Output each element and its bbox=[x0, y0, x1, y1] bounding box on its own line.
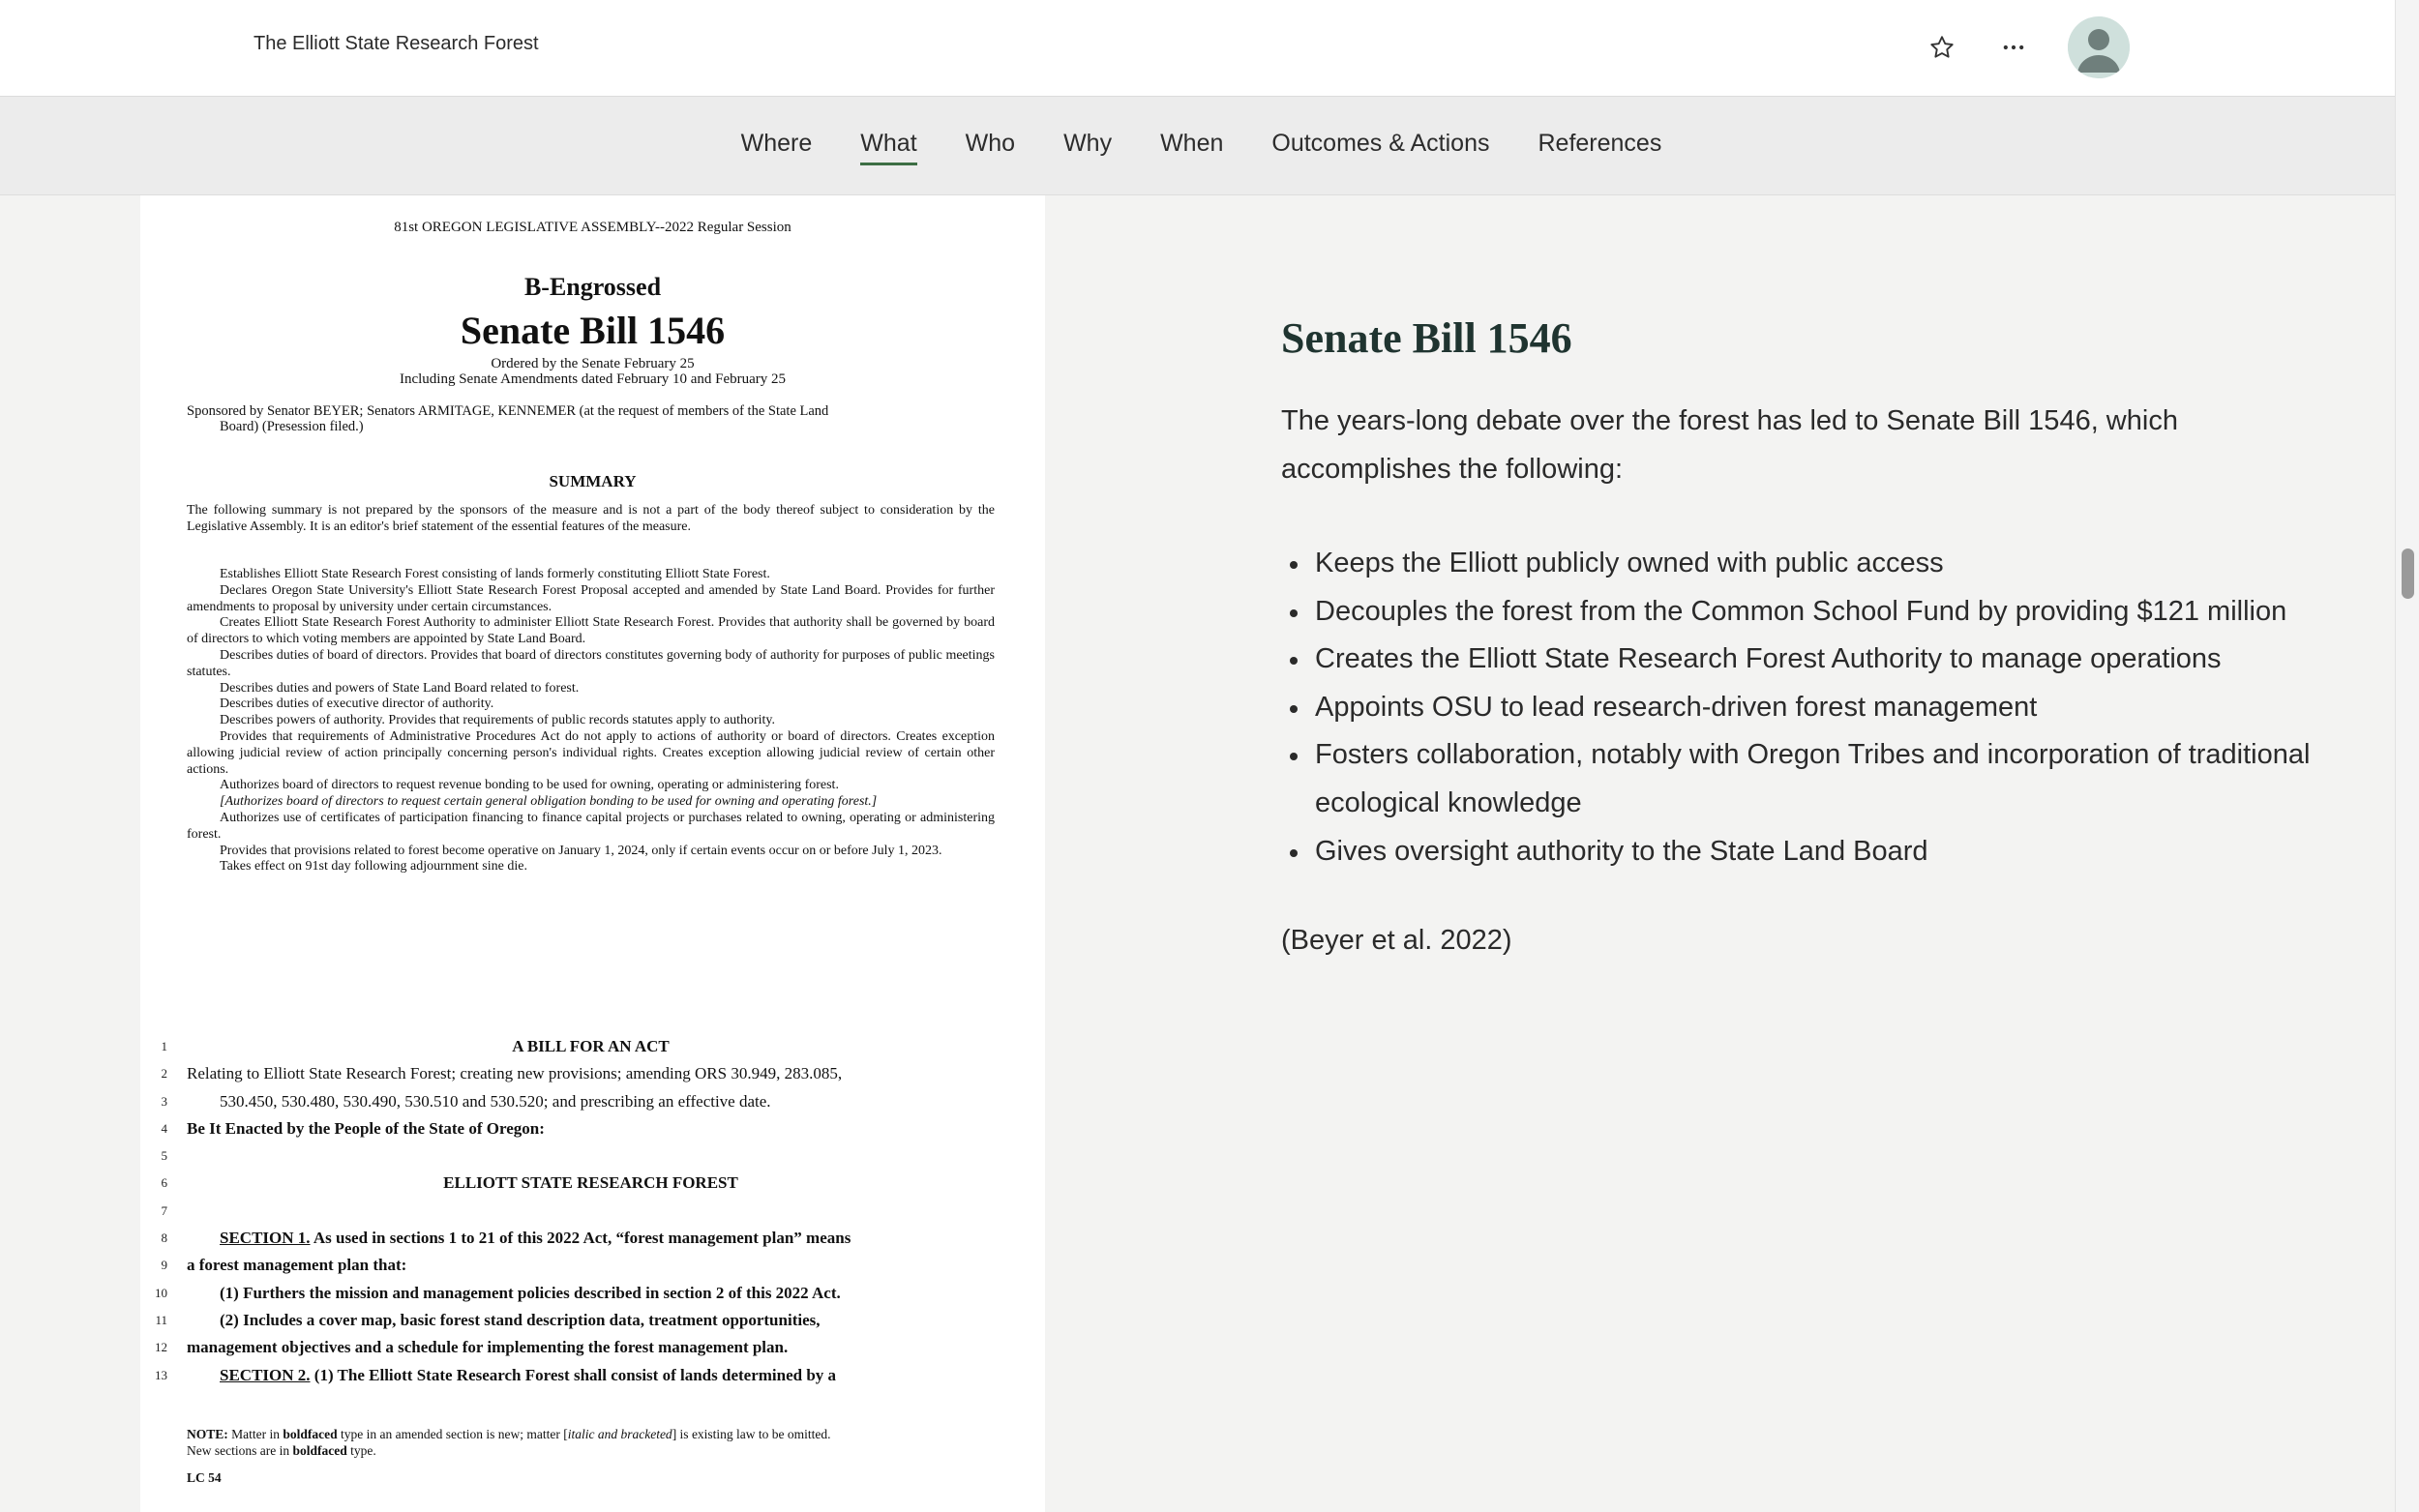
list-item: Decouples the forest from the Common School Fund by providing $121 million bbox=[1281, 588, 2365, 637]
summary-item: Authorizes board of directors to request revenue bonding to be used for owning, operating or administering forest. bbox=[220, 778, 839, 793]
line-number: 9 bbox=[161, 1258, 167, 1273]
line-number: 4 bbox=[161, 1120, 167, 1136]
note-text-d: New sections are in bbox=[187, 1443, 293, 1458]
line-text: a forest management plan that: bbox=[187, 1256, 407, 1275]
scrollbar-thumb[interactable] bbox=[2402, 548, 2414, 599]
section-text: As used in sections 1 to 21 of this 2022 Act, “forest management plan” means bbox=[310, 1229, 851, 1248]
citation: (Beyer et al. 2022) bbox=[1281, 925, 1512, 956]
list-item: Creates the Elliott State Research Forest Authority to manage operations bbox=[1281, 636, 2365, 684]
section-label: SECTION 1. bbox=[220, 1229, 311, 1248]
nav-when[interactable]: When bbox=[1160, 130, 1224, 157]
doc-ordered: Ordered by the Senate February 25 bbox=[491, 356, 695, 371]
doc-line bbox=[140, 1115, 1045, 1142]
top-header bbox=[0, 0, 2395, 97]
doc-engrossed: B-Engrossed bbox=[523, 273, 662, 301]
note-italic: italic and bracketed bbox=[567, 1427, 672, 1441]
summary-item: Provides that provisions related to forest become operative on January 1, 2024, only if certain events occur on or before July 1, 2023. bbox=[220, 843, 942, 858]
summary-item: [Authorizes board of directors to request certain general obligation bonding to be used for owning and operating forest.] bbox=[220, 794, 878, 810]
page-scrollbar[interactable] bbox=[2395, 0, 2419, 1512]
line-text: (2) Includes a cover map, basic forest stand description data, treatment opportunities, bbox=[220, 1310, 821, 1329]
summary-item: Declares Oregon State University's Elliott State Research Forest Proposal accepted and amended by State Land Board. Provides for further amendments to proposal by university under certain circumstances. bbox=[187, 582, 995, 614]
doc-line bbox=[140, 1060, 1045, 1087]
note-text-c: ] is existing law to be omitted. bbox=[672, 1427, 831, 1441]
list-item: Gives oversight authority to the State Land Board bbox=[1281, 828, 2365, 876]
nav-outcomes-actions[interactable]: Outcomes & Actions bbox=[1271, 130, 1490, 157]
line-text bbox=[187, 1362, 995, 1389]
line-number: 12 bbox=[155, 1340, 167, 1355]
doc-summary-heading: SUMMARY bbox=[549, 472, 637, 490]
content-title: Senate Bill 1546 bbox=[1281, 314, 1572, 362]
nav-references[interactable]: References bbox=[1538, 130, 1662, 157]
star-icon bbox=[1928, 34, 1956, 61]
summary-item: Takes effect on 91st day following adjournment sine die. bbox=[220, 859, 527, 875]
doc-bill-title: Senate Bill 1546 bbox=[460, 309, 726, 352]
nav-who[interactable]: Who bbox=[965, 130, 1016, 157]
line-number: 10 bbox=[155, 1285, 167, 1300]
note-label: NOTE: bbox=[187, 1427, 228, 1441]
summary-item: Describes duties of board of directors. Provides that board of directors constitutes governing body of authority for purposes of public meetings statutes. bbox=[187, 647, 995, 679]
doc-lc-number: LC 54 bbox=[187, 1470, 222, 1485]
doc-line bbox=[140, 1088, 1045, 1115]
list-item: Fosters collaboration, notably with Oregon Tribes and incorporation of traditional ecological knowledge bbox=[1281, 731, 2365, 827]
doc-line bbox=[140, 1170, 1045, 1197]
doc-including: Including Senate Amendments dated February 10 and February 25 bbox=[399, 371, 787, 387]
line-number: 7 bbox=[161, 1202, 167, 1218]
nav-why[interactable]: Why bbox=[1063, 130, 1113, 157]
line-text: (1) Furthers the mission and management policies described in section 2 of this 2022 Act. bbox=[220, 1283, 841, 1302]
line-text bbox=[187, 1225, 995, 1252]
more-options-button[interactable] bbox=[1997, 31, 2030, 64]
line-text: A BILL FOR AN ACT bbox=[512, 1037, 670, 1055]
section-label: SECTION 2. bbox=[220, 1365, 311, 1384]
content-intro: The years-long debate over the forest has led to Senate Bill 1546, which accomplishes the following: bbox=[1281, 405, 2178, 485]
doc-sponsor-line1: Sponsored by Senator BEYER; Senators ARMITAGE, KENNEMER (at the request of members of the State Land bbox=[187, 403, 829, 419]
doc-summary-intro: The following summary is not prepared by the sponsors of the measure and is not a part of the body thereof subject to consideration by the Legislative Assembly. It is an editor's brief statement of the essential features of the measure. bbox=[187, 503, 995, 534]
line-number: 3 bbox=[161, 1093, 167, 1109]
summary-item: Establishes Elliott State Research Forest consisting of lands formerly constituting Elliott State Forest. bbox=[220, 567, 770, 581]
accomplishments-list bbox=[1281, 540, 2365, 875]
doc-session: 81st OREGON LEGISLATIVE ASSEMBLY--2022 Regular Session bbox=[394, 220, 791, 235]
summary-item: Describes powers of authority. Provides that requirements of public records statutes apply to authority. bbox=[220, 713, 775, 728]
line-number: 5 bbox=[161, 1148, 167, 1164]
line-text: Relating to Elliott State Research Forest; creating new provisions; amending ORS 30.949, 283.085, bbox=[187, 1064, 843, 1083]
doc-line bbox=[140, 1225, 1045, 1252]
note-bold-2: boldfaced bbox=[292, 1443, 347, 1458]
section-nav bbox=[0, 97, 2395, 195]
bill-document-image bbox=[140, 195, 1045, 1512]
ellipsis-icon bbox=[2000, 34, 2027, 61]
line-text: ELLIOTT STATE RESEARCH FOREST bbox=[443, 1173, 738, 1193]
note-bold-1: boldfaced bbox=[283, 1427, 338, 1441]
doc-line bbox=[140, 1334, 1045, 1361]
doc-line bbox=[140, 1307, 1045, 1334]
note-text-e: type. bbox=[346, 1443, 376, 1458]
doc-summary-items bbox=[187, 567, 995, 875]
doc-line bbox=[140, 1198, 1045, 1225]
doc-line bbox=[140, 1252, 1045, 1279]
line-number: 8 bbox=[161, 1230, 167, 1246]
summary-item: Creates Elliott State Research Forest Authority to administer Elliott State Research Forest. Provides that authority shall be governed by board of directors to which voting members are appointed by State Land Board. bbox=[187, 615, 995, 647]
doc-note bbox=[187, 1426, 995, 1459]
summary-item: Describes duties of executive director of authority. bbox=[220, 697, 494, 712]
nav-what[interactable]: What bbox=[860, 130, 916, 162]
summary-item: Provides that requirements of Administrative Procedures Act do not apply to actions of authority or board of directors. Creates exception allowing judicial review of action principally concerning person's individual rights. Creates exception allowing judicial review of certain other actions. bbox=[187, 728, 995, 777]
doc-line bbox=[140, 1142, 1045, 1170]
favorite-button[interactable] bbox=[1926, 31, 1958, 64]
doc-line bbox=[140, 1280, 1045, 1307]
site-title[interactable]: The Elliott State Research Forest bbox=[254, 33, 539, 54]
line-text: 530.450, 530.480, 530.490, 530.510 and 530.520; and prescribing an effective date. bbox=[220, 1091, 771, 1111]
note-text-a: Matter in bbox=[227, 1427, 284, 1441]
summary-item: Describes duties and powers of State Land Board related to forest. bbox=[220, 680, 580, 696]
line-text: management objectives and a schedule for implementing the forest management plan. bbox=[187, 1338, 789, 1357]
summary-item: Authorizes use of certificates of participation financing to finance capital projects or purchases related to owning, operating or administering forest. bbox=[187, 810, 995, 842]
doc-bill-lines bbox=[140, 1033, 1045, 1389]
doc-sponsor bbox=[187, 403, 995, 434]
line-text: Be It Enacted by the People of the State of Oregon: bbox=[187, 1118, 545, 1138]
user-avatar[interactable] bbox=[2068, 16, 2130, 78]
section-text: (1) The Elliott State Research Forest shall consist of lands determined by a bbox=[310, 1365, 837, 1384]
note-text-b: type in an amended section is new; matter [ bbox=[337, 1427, 568, 1441]
line-number: 2 bbox=[161, 1066, 167, 1082]
line-number: 1 bbox=[161, 1039, 167, 1053]
line-number: 13 bbox=[155, 1367, 167, 1382]
list-item: Appoints OSU to lead research-driven forest management bbox=[1281, 684, 2365, 732]
doc-sponsor-line2: Board) (Presession filed.) bbox=[220, 419, 364, 434]
doc-line bbox=[140, 1033, 1045, 1060]
user-avatar-icon bbox=[2068, 16, 2130, 78]
doc-line bbox=[140, 1362, 1045, 1389]
line-number: 6 bbox=[161, 1175, 167, 1191]
line-number: 11 bbox=[155, 1312, 167, 1327]
nav-list bbox=[0, 97, 2395, 194]
list-item: Keeps the Elliott publicly owned with public access bbox=[1281, 540, 2365, 588]
nav-where[interactable]: Where bbox=[740, 130, 813, 157]
